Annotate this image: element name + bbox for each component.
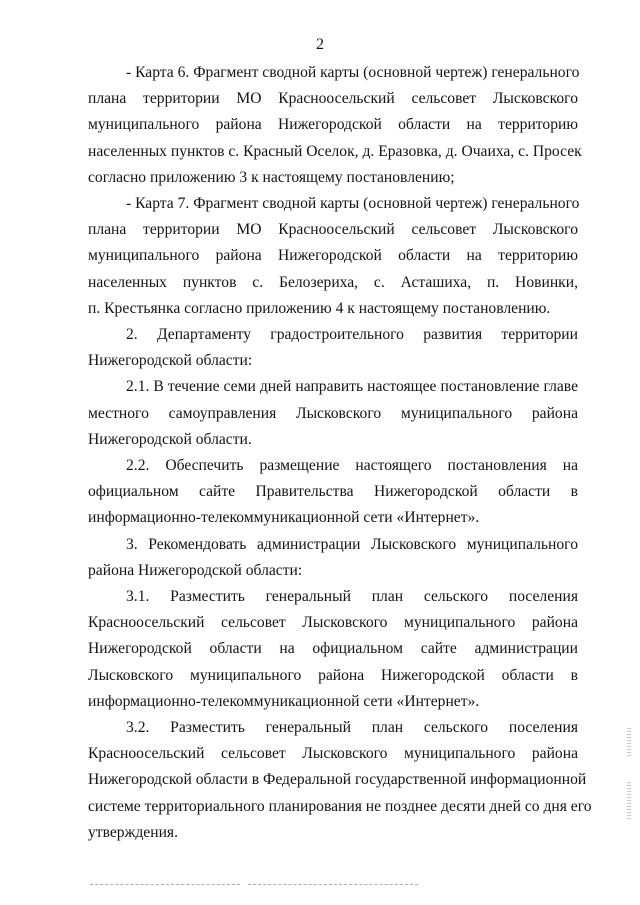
text-line: - Карта 6. Фрагмент сводной карты (основной чертеж) генерального xyxy=(126,64,580,81)
text-line: системе территориального планирования не позднее десяти дней со дня его xyxy=(88,797,592,815)
text-line: 2.2. Обеспечить размещение настоящего постановления на xyxy=(126,457,578,475)
text-line: населенных пунктов с. Красный Оселок, д. Еразовка, д. Очаиха, с. Просек xyxy=(88,142,582,160)
text-line: района Нижегородской области: xyxy=(88,561,303,579)
paragraph-map-7 xyxy=(88,191,578,322)
text-line: утверждения. xyxy=(88,823,178,841)
text-line: 2. Департаменту градостроительного развития территории xyxy=(126,326,578,344)
text-line: информационно-телекоммуникационной сети «Интернет». xyxy=(88,692,480,710)
text-line: Красноосельский сельсовет Лысковского муниципального района xyxy=(88,745,578,763)
text-line: местного самоуправления Лысковского муниципального района xyxy=(88,404,578,422)
text-line: муниципального района Нижегородской области на территорию xyxy=(88,247,578,265)
text-line: 3. Рекомендовать администрации Лысковского муниципального xyxy=(126,535,578,553)
scan-edge-mark xyxy=(627,782,631,820)
paragraph-item-2-2 xyxy=(88,453,578,532)
scan-artifact-line xyxy=(90,884,240,885)
text-line: официальном сайте Правительства Нижегородской области в xyxy=(88,483,578,501)
paragraph-item-2-1 xyxy=(88,374,578,453)
paragraph-item-3-1 xyxy=(88,584,578,715)
document-body xyxy=(88,60,592,846)
paragraph-item-2 xyxy=(88,322,578,374)
text-line: плана территории МО Красноосельский сельсовет Лысковского xyxy=(88,90,578,108)
text-line: 2.1. В течение семи дней направить настоящее постановление главе xyxy=(126,378,578,396)
paragraph-item-3-2 xyxy=(88,715,592,846)
text-line: п. Крестьянка согласно приложению 4 к настоящему постановлению. xyxy=(88,299,551,317)
page-number: 2 xyxy=(316,36,324,53)
scan-edge-mark xyxy=(627,728,631,758)
text-line: - Карта 7. Фрагмент сводной карты (основной чертеж) генерального xyxy=(126,195,580,213)
text-line: Нижегородской области: xyxy=(88,352,253,370)
text-line: муниципального района Нижегородской области на территорию xyxy=(88,116,578,134)
text-line: Красноосельский сельсовет Лысковского муниципального района xyxy=(88,614,578,632)
text-line: согласно приложению 3 к настоящему постановлению; xyxy=(88,168,455,186)
text-line: Лысковского муниципального района Нижегородской области в xyxy=(88,666,578,684)
paragraph-map-6 xyxy=(88,60,582,191)
text-line: 3.2. Разместить генеральный план сельского поселения xyxy=(126,719,578,737)
text-line: Нижегородской области в Федеральной государственной информационной xyxy=(88,771,587,789)
text-line: плана территории МО Красноосельский сельсовет Лысковского xyxy=(88,221,578,239)
scan-artifact-line xyxy=(248,884,418,885)
paragraph-item-3 xyxy=(88,532,578,584)
text-line: Нижегородской области на официальном сайте администрации xyxy=(88,640,578,658)
text-line: Нижегородской области. xyxy=(88,430,252,448)
text-line: населенных пунктов с. Белозериха, с. Асташиха, п. Новинки, xyxy=(88,273,578,291)
text-line: информационно-телекоммуникационной сети «Интернет». xyxy=(88,509,480,527)
text-line: 3.1. Разместить генеральный план сельского поселения xyxy=(126,588,578,606)
